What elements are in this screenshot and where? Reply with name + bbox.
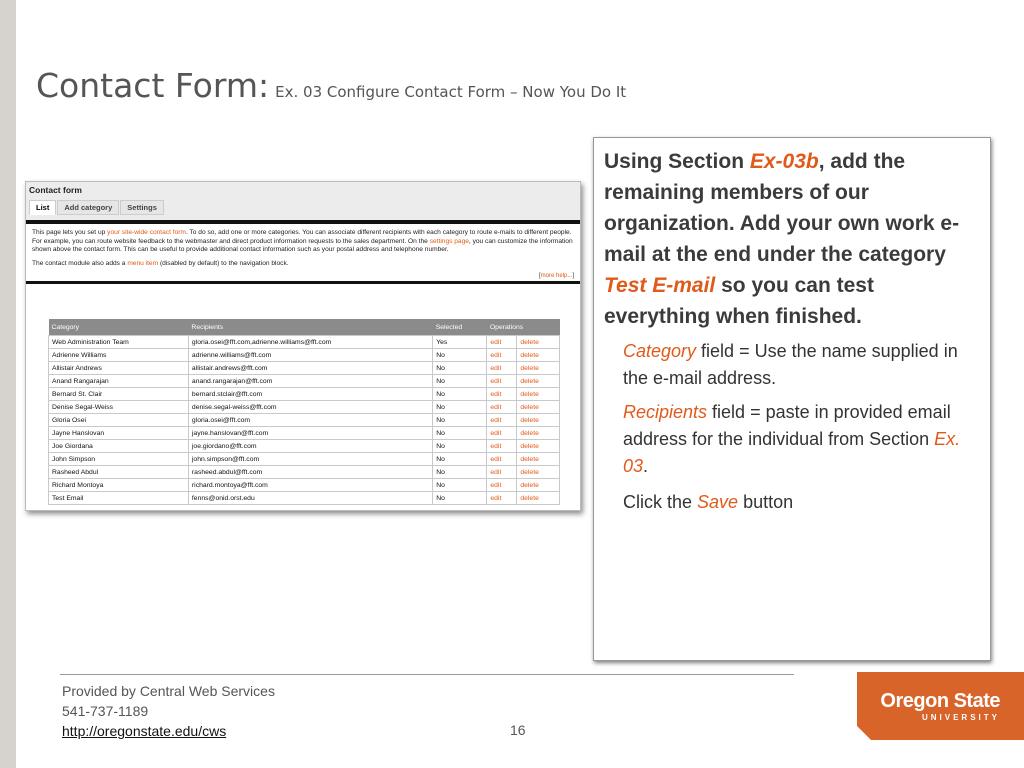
title-main: Contact Form:: [36, 66, 270, 105]
col-recipients: Recipients: [188, 319, 432, 336]
footer-divider: [60, 674, 794, 675]
section-ref-ex03b: Ex-03b: [749, 150, 819, 173]
table-row: [49, 440, 560, 453]
row-selected: No: [433, 388, 487, 401]
instruction-save: [623, 489, 983, 516]
row-delete-link[interactable]: delete: [517, 479, 560, 492]
instruction-box: [593, 137, 991, 661]
row-edit-link[interactable]: edit: [487, 362, 517, 375]
col-selected: Selected: [433, 319, 487, 336]
instruction-recipients: [623, 399, 983, 480]
footer-phone: 541-737-1189: [62, 703, 149, 719]
tab-list[interactable]: List: [29, 200, 56, 215]
row-recipients: gloria.osei@fft.com: [188, 414, 432, 427]
row-delete-link[interactable]: delete: [517, 440, 560, 453]
row-edit-link[interactable]: edit: [487, 401, 517, 414]
row-edit-link[interactable]: edit: [487, 492, 517, 505]
row-recipients: anand.rangarajan@fft.com: [188, 375, 432, 388]
page-number: 16: [510, 722, 526, 738]
row-edit-link[interactable]: edit: [487, 440, 517, 453]
row-recipients: denise.segal-weiss@fft.com: [188, 401, 432, 414]
table-row: [49, 466, 560, 479]
row-category: Test Email: [49, 492, 189, 505]
row-recipients: rasheed.abdul@fft.com: [188, 466, 432, 479]
row-delete-link[interactable]: delete: [517, 466, 560, 479]
row-category: Web Administration Team: [49, 336, 189, 349]
row-selected: No: [433, 440, 487, 453]
row-selected: Yes: [433, 336, 487, 349]
row-delete-link[interactable]: delete: [517, 336, 560, 349]
row-recipients: fenns@onid.orst.edu: [188, 492, 432, 505]
row-selected: No: [433, 492, 487, 505]
row-selected: No: [433, 362, 487, 375]
row-delete-link[interactable]: delete: [517, 492, 560, 505]
desc1-text-b: . To do so, add one or more categories. You can associate different recipients with each category to route e-mails to different people. For example, you can route website feedback to the webmaster and direct product information requests to the sales department. On the: [32, 229, 572, 245]
row-category: Jayne Hanslovan: [49, 427, 189, 440]
row-recipients: gloria.osei@fft.com,adrienne.williams@fft.com: [188, 336, 432, 349]
save-text-a: Click the: [623, 492, 698, 512]
row-category: Bernard St. Clair: [49, 388, 189, 401]
row-recipients: adrienne.williams@fft.com: [188, 349, 432, 362]
left-decor-bar: [0, 0, 16, 768]
row-category: Richard Montoya: [49, 479, 189, 492]
recipients-field-end: .: [643, 456, 649, 476]
row-category: Anand Rangarajan: [49, 375, 189, 388]
footer: [62, 681, 275, 741]
desc1-text-c: , you can customize the information shown above the contact form. This can be useful to provide additional contact information such as your postal address and telephone number.: [32, 237, 573, 254]
screenshot-divider: [26, 281, 580, 284]
desc2-text-a: The contact module also adds a: [32, 259, 128, 267]
row-edit-link[interactable]: edit: [487, 349, 517, 362]
row-category: Allistair Andrews: [49, 362, 189, 375]
categories-table: [48, 319, 560, 505]
row-selected: No: [433, 414, 487, 427]
row-delete-link[interactable]: delete: [517, 349, 560, 362]
heading-text-1: Using Section: [604, 150, 750, 173]
heading-text-3: so you can test everything when finished.: [604, 274, 874, 328]
table-row: [49, 336, 560, 349]
row-delete-link[interactable]: delete: [517, 453, 560, 466]
recipients-field-text: field = paste in provided email address for the individual from Section: [623, 402, 951, 449]
screenshot-header: [26, 182, 580, 224]
logo-line-2: UNIVERSITY: [921, 713, 1000, 722]
row-edit-link[interactable]: edit: [487, 427, 517, 440]
row-recipients: bernard.stclair@fft.com: [188, 388, 432, 401]
row-edit-link[interactable]: edit: [487, 466, 517, 479]
table-row: [49, 479, 560, 492]
row-selected: No: [433, 427, 487, 440]
row-edit-link[interactable]: edit: [487, 388, 517, 401]
desc1-text-a: This page lets you set up: [32, 229, 108, 236]
tab-add-category[interactable]: Add category: [57, 200, 119, 215]
row-category: Gloria Osei: [49, 414, 189, 427]
more-help: [more help...]: [538, 273, 574, 280]
row-recipients: joe.giordano@fft.com: [188, 440, 432, 453]
instruction-heading: [604, 146, 984, 332]
row-category: Denise Segal-Weiss: [49, 401, 189, 414]
screenshot-tabs: [29, 200, 165, 215]
title-sub: Ex. 03 Configure Contact Form – Now You Do It: [275, 83, 627, 101]
tab-settings[interactable]: Settings: [120, 200, 164, 215]
slide-title: [36, 66, 626, 105]
description-paragraph-2: [32, 260, 574, 269]
more-help-link[interactable]: more help...: [540, 273, 573, 280]
row-edit-link[interactable]: edit: [487, 336, 517, 349]
table-row: [49, 492, 560, 505]
row-edit-link[interactable]: edit: [487, 375, 517, 388]
row-category: Joe Giordana: [49, 440, 189, 453]
row-category: Adrienne Williams: [49, 349, 189, 362]
table-row: [49, 349, 560, 362]
row-recipients: allistair.andrews@fft.com: [188, 362, 432, 375]
save-text-b: button: [738, 492, 794, 512]
row-delete-link[interactable]: delete: [517, 414, 560, 427]
screenshot-title: Contact form: [29, 185, 82, 195]
row-edit-link[interactable]: edit: [487, 453, 517, 466]
row-recipients: richard.montoya@fft.com: [188, 479, 432, 492]
logo-line-1: Oregon State: [880, 690, 1000, 712]
row-recipients: john.simpson@fft.com: [188, 453, 432, 466]
col-operations: Operations: [487, 319, 560, 336]
row-category: Rasheed Abdul: [49, 466, 189, 479]
row-delete-link[interactable]: delete: [517, 427, 560, 440]
menu-item-link[interactable]: menu item: [127, 259, 159, 267]
screenshot-description: [26, 224, 580, 268]
row-recipients: jayne.hanslovan@fft.com: [188, 427, 432, 440]
logo-accent-triangle: [857, 726, 871, 740]
row-delete-link[interactable]: delete: [517, 375, 560, 388]
recipients-field-term: Recipients: [623, 402, 708, 422]
row-selected: No: [433, 466, 487, 479]
site-wide-contact-form-link[interactable]: your site-wide contact form: [107, 229, 186, 236]
col-category: Category: [49, 319, 189, 336]
category-field-term: Category: [623, 341, 697, 361]
table-body: [49, 336, 560, 505]
table-row: [49, 414, 560, 427]
table-row: [49, 427, 560, 440]
row-category: John Simpson: [49, 453, 189, 466]
table-row: [49, 362, 560, 375]
row-delete-link[interactable]: delete: [517, 362, 560, 375]
section-ref-ex03: Ex. 03: [623, 429, 961, 476]
table-header-row: [49, 319, 560, 336]
table-row: [49, 388, 560, 401]
row-delete-link[interactable]: delete: [517, 388, 560, 401]
row-selected: No: [433, 349, 487, 362]
row-edit-link[interactable]: edit: [487, 414, 517, 427]
contact-form-screenshot: [25, 181, 581, 511]
desc2-text-b: (disabled by default) to the navigation block.: [158, 259, 289, 267]
settings-page-link[interactable]: settings page: [429, 237, 469, 245]
save-term: Save: [697, 492, 739, 512]
row-selected: No: [433, 453, 487, 466]
row-edit-link[interactable]: edit: [487, 479, 517, 492]
footer-url-link[interactable]: http://oregonstate.edu/cws: [62, 723, 227, 739]
heading-text-2: , add the remaining members of our organization. Add your own work e-mail at the end under the category: [604, 150, 960, 266]
oregon-state-logo: [857, 672, 1024, 740]
footer-provider: Provided by Central Web Services: [62, 683, 275, 699]
table-row: [49, 453, 560, 466]
row-selected: No: [433, 479, 487, 492]
description-paragraph-1: [32, 229, 574, 255]
category-field-text: field = Use the name supplied in the e-mail address.: [623, 341, 958, 388]
row-selected: No: [433, 401, 487, 414]
row-selected: No: [433, 375, 487, 388]
instruction-category: [623, 338, 983, 392]
row-delete-link[interactable]: delete: [517, 401, 560, 414]
table-row: [49, 375, 560, 388]
table-row: [49, 401, 560, 414]
category-ref-test-email: Test E-mail: [604, 274, 716, 297]
